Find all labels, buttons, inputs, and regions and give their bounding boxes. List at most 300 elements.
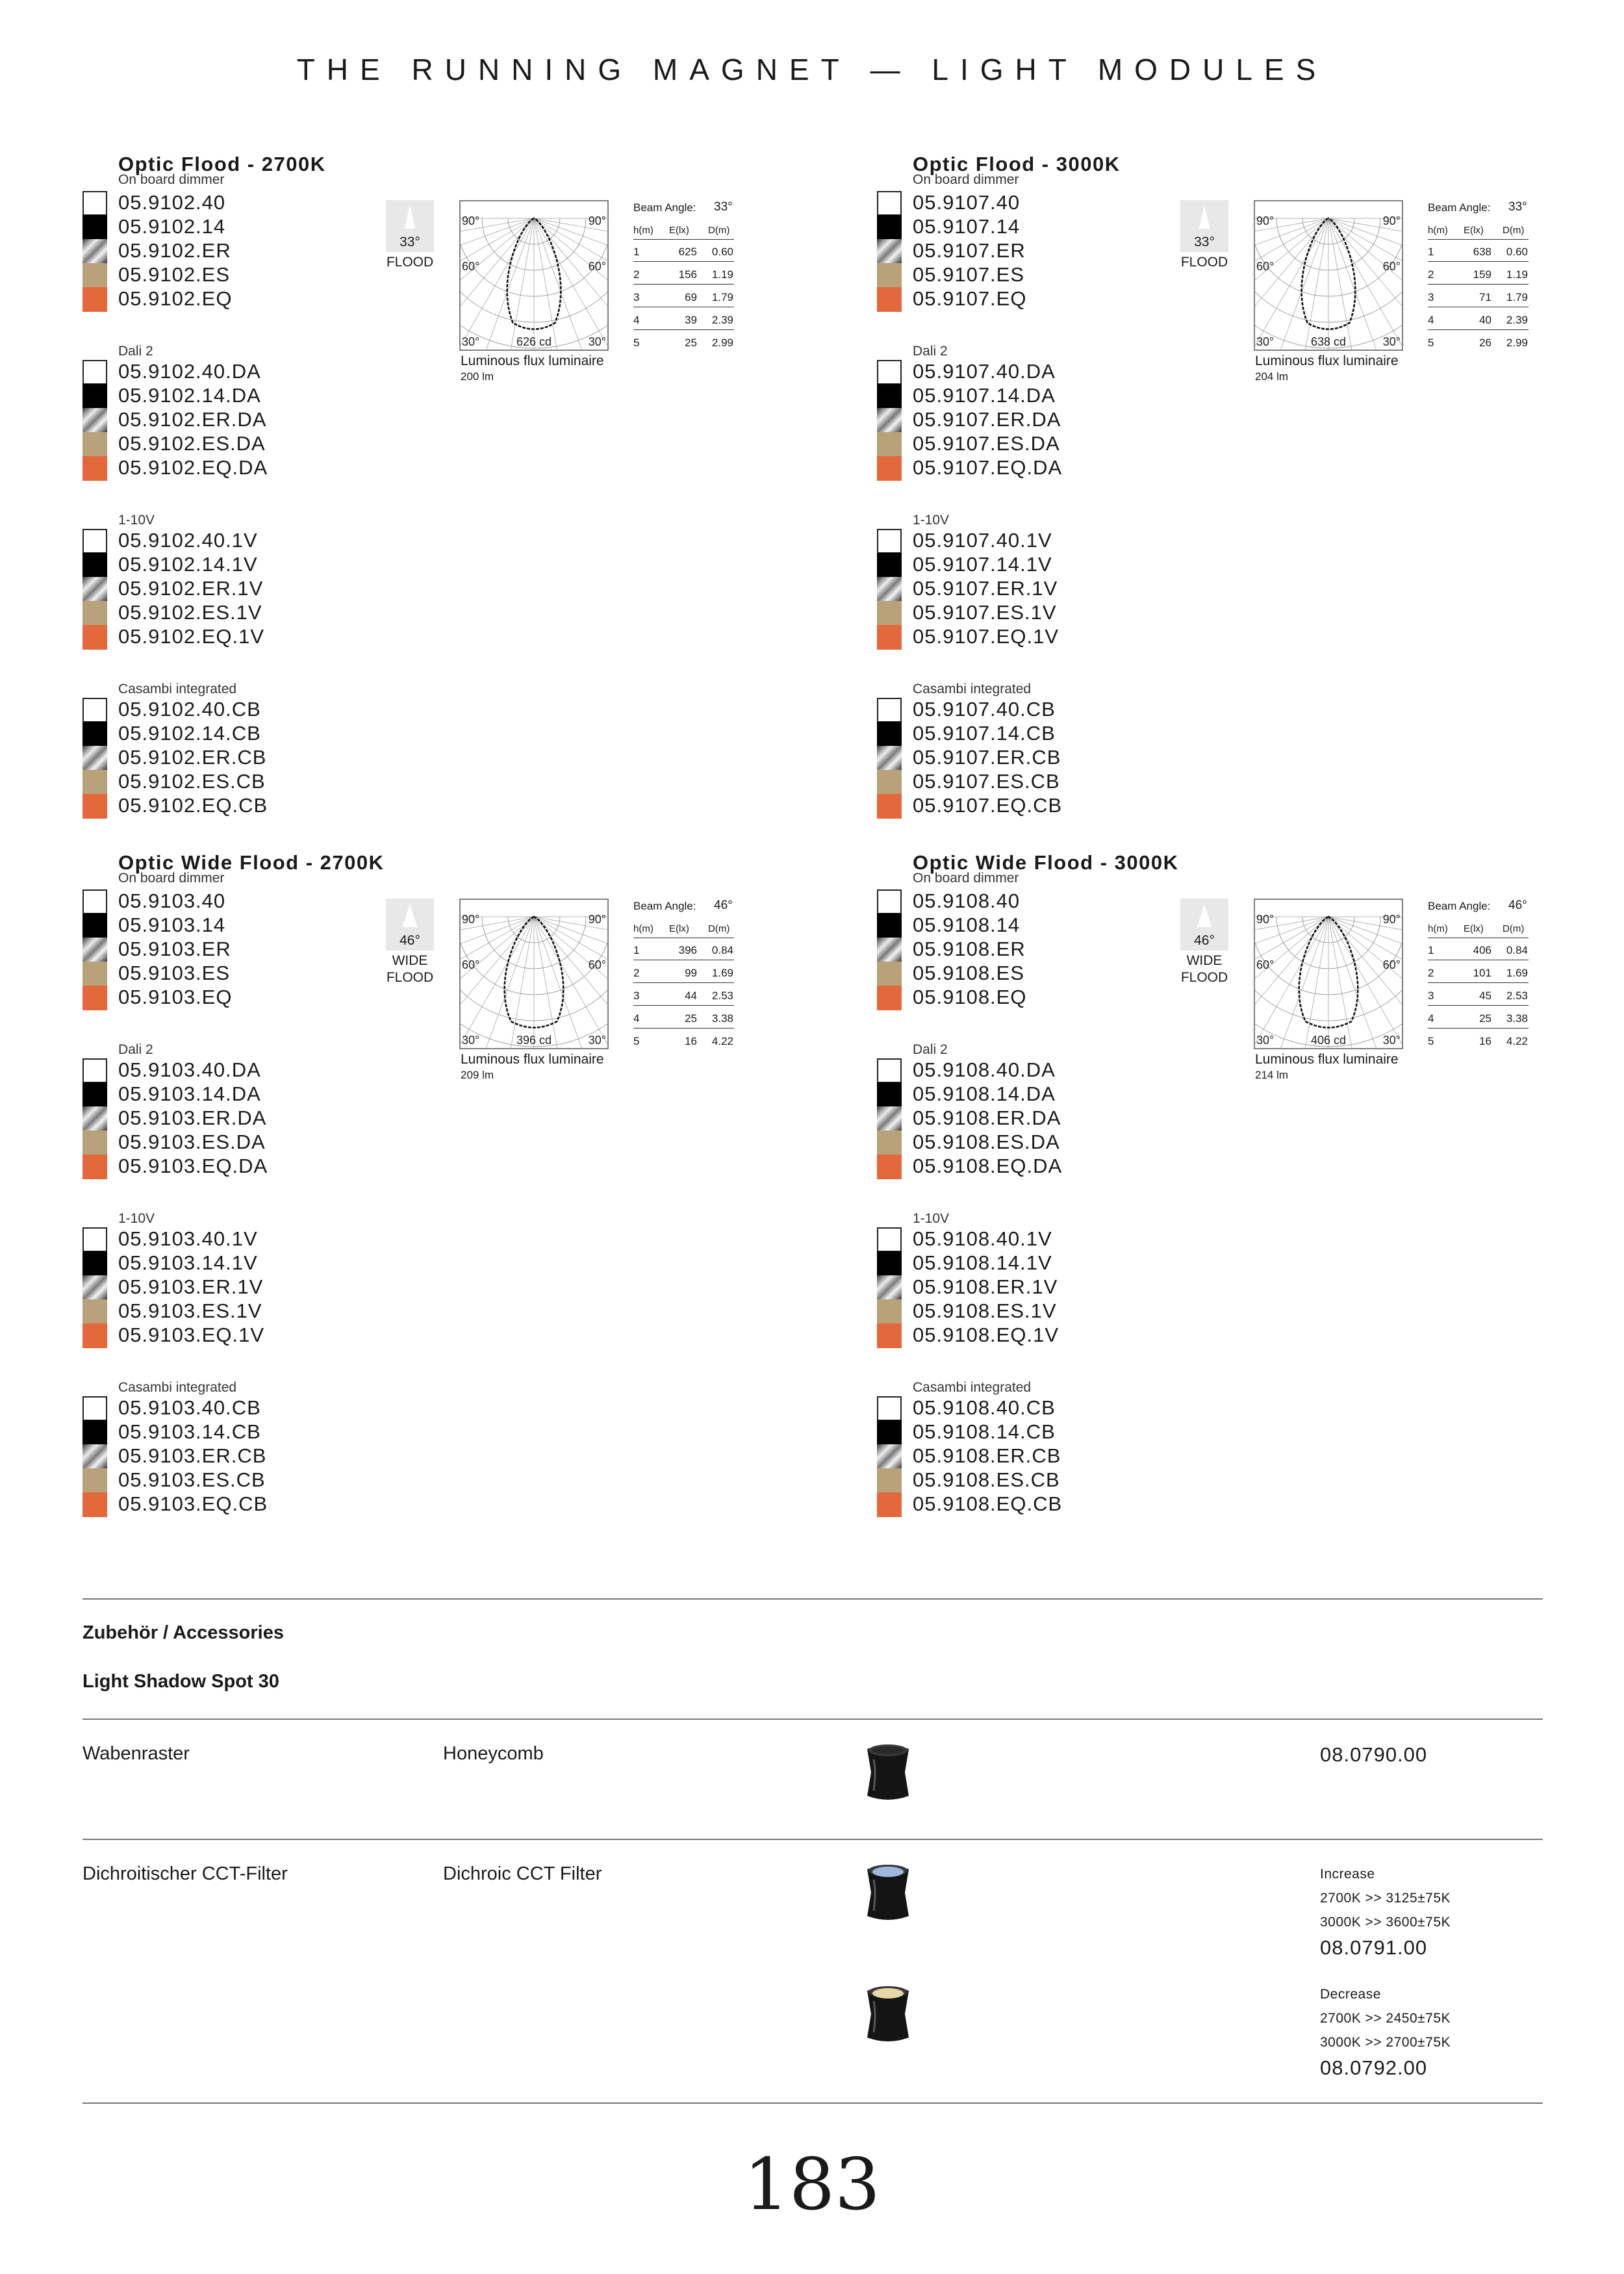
finish-swatch <box>877 722 902 747</box>
product-code: 05.9108.EQ.CB <box>913 1492 1063 1515</box>
product-code: 05.9102.40.DA <box>118 360 261 383</box>
product-code: 05.9107.ER.DA <box>913 408 1061 431</box>
dimming-group-label: On board dimmer <box>913 871 1019 886</box>
product-code: 05.9108.40.1V <box>913 1227 1052 1250</box>
product-code: 05.9103.EQ.DA <box>118 1155 268 1177</box>
finish-swatch <box>82 239 107 264</box>
product-code: 05.9108.EQ <box>913 986 1027 1008</box>
product-code: 05.9108.14.DA <box>913 1082 1056 1105</box>
finish-swatch <box>877 986 902 1010</box>
finish-swatch <box>82 215 107 240</box>
dimming-group-label: 1-10V <box>913 1211 950 1226</box>
product-code: 05.9102.ER.1V <box>118 577 264 600</box>
polar-angle-label: 90° <box>588 214 606 227</box>
table-cell: 1.69 <box>1506 967 1528 979</box>
finish-swatch <box>82 1058 107 1083</box>
finish-swatch <box>877 1420 902 1445</box>
max-intensity-label: 406 cd <box>1310 1034 1347 1047</box>
table-column-header: D(m) <box>1503 923 1525 934</box>
luminous-flux-value: 200 lm <box>461 370 494 383</box>
table-rule <box>1428 982 1529 983</box>
table-rule <box>633 1005 734 1006</box>
product-code: 05.9107.ER.1V <box>913 577 1058 600</box>
table-cell: 39 <box>685 314 697 326</box>
beam-angle-value: 46° <box>1508 899 1527 912</box>
table-cell: 25 <box>685 337 697 349</box>
finish-swatch <box>877 962 902 986</box>
finish-swatch <box>82 722 107 747</box>
finish-swatch <box>877 1058 902 1083</box>
product-code: 05.9108.ES.DA <box>913 1131 1060 1153</box>
accessory-code: 08.0792.00 <box>1320 2056 1428 2079</box>
table-cell: 1.79 <box>1506 291 1528 303</box>
table-cell: 0.84 <box>1506 944 1528 956</box>
product-code: 05.9107.40.1V <box>913 529 1052 552</box>
product-code: 05.9103.ES <box>118 962 231 984</box>
table-cell: 2.39 <box>711 314 733 326</box>
table-cell: 101 <box>1473 967 1491 979</box>
divider <box>82 1718 1543 1720</box>
table-cell: 4.22 <box>1506 1035 1528 1047</box>
table-cell: 4 <box>633 1012 640 1025</box>
finish-swatch <box>82 913 107 938</box>
product-code: 05.9103.14.1V <box>118 1251 258 1274</box>
finish-swatch <box>877 263 902 288</box>
table-cell: 1 <box>633 246 640 258</box>
table-column-header: h(m) <box>1428 923 1448 934</box>
table-cell: 3.38 <box>711 1012 733 1025</box>
polar-angle-label: 60° <box>1256 958 1275 971</box>
product-code: 05.9102.EQ.CB <box>118 794 268 817</box>
product-code: 05.9103.EQ.1V <box>118 1323 264 1346</box>
table-cell: 2 <box>1428 967 1434 979</box>
luminous-flux-value: 214 lm <box>1255 1069 1289 1081</box>
product-code: 05.9108.EQ.DA <box>913 1155 1063 1177</box>
table-cell: 3 <box>1428 291 1434 303</box>
finish-swatch <box>877 1251 902 1276</box>
section-title: Optic Wide Flood - 2700K <box>118 851 385 874</box>
finish-swatch <box>877 1444 902 1469</box>
finish-swatch <box>82 577 107 602</box>
table-cell: 45 <box>1479 990 1491 1002</box>
finish-swatch <box>877 432 902 457</box>
product-code: 05.9108.40 <box>913 889 1021 912</box>
divider <box>82 1598 1543 1600</box>
finish-swatch <box>82 360 107 385</box>
table-column-header: E(lx) <box>1464 225 1484 236</box>
table-cell: 5 <box>633 337 640 349</box>
product-code: 05.9103.ES.CB <box>118 1468 266 1491</box>
polar-angle-label: 90° <box>1382 214 1401 227</box>
polar-angle-label: 30° <box>1382 1034 1401 1047</box>
product-code: 05.9107.ES.DA <box>913 432 1060 455</box>
dimming-group-label: Casambi integrated <box>118 682 237 696</box>
product-code: 05.9103.ER.CB <box>118 1444 267 1467</box>
polar-angle-label: 30° <box>1256 335 1275 348</box>
table-cell: 2.99 <box>1506 337 1528 349</box>
product-code: 05.9108.14 <box>913 913 1021 936</box>
product-code: 05.9103.ES.DA <box>118 1131 266 1153</box>
product-code: 05.9108.ES.1V <box>913 1299 1057 1322</box>
product-code: 05.9102.14 <box>118 215 226 238</box>
polar-angle-label: 60° <box>1382 958 1401 971</box>
table-rule <box>1428 284 1529 285</box>
polar-angle-label: 30° <box>1256 1034 1275 1047</box>
finish-swatch <box>82 1227 107 1252</box>
table-cell: 99 <box>685 967 697 979</box>
finish-swatch <box>877 1106 902 1131</box>
table-cell: 1 <box>633 944 640 956</box>
polar-angle-label: 90° <box>462 214 480 227</box>
polar-angle-label: 30° <box>1382 335 1401 348</box>
dimming-group-label: 1-10V <box>913 513 950 528</box>
table-cell: 69 <box>685 291 697 303</box>
finish-swatch <box>877 1131 902 1155</box>
lens-holder-icon <box>862 1740 914 1805</box>
table-cell: 396 <box>678 944 697 956</box>
product-code: 05.9108.14.CB <box>913 1420 1056 1443</box>
page-number: 183 <box>744 2143 880 2226</box>
finish-swatch <box>877 1492 902 1517</box>
finish-swatch <box>877 601 902 626</box>
finish-swatch <box>877 456 902 481</box>
table-rule <box>1428 1005 1529 1006</box>
polar-diagram-svg <box>1254 200 1403 351</box>
polar-light-distribution-diagram <box>1254 899 1403 1053</box>
product-code: 05.9103.40.DA <box>118 1058 261 1081</box>
polar-angle-label: 30° <box>462 335 480 348</box>
finish-swatch <box>877 577 902 602</box>
accessory-code: 08.0791.00 <box>1320 1936 1428 1959</box>
divider <box>82 1839 1543 1840</box>
table-column-header: D(m) <box>708 225 730 236</box>
table-cell: 0.60 <box>711 246 733 258</box>
table-cell: 3.38 <box>1506 1012 1528 1025</box>
product-code: 05.9102.14.DA <box>118 384 261 407</box>
polar-angle-label: 90° <box>1382 913 1401 926</box>
beam-angle-value: 33° <box>400 235 420 249</box>
beam-angle-value: 46° <box>400 933 420 948</box>
table-cell: 5 <box>1428 337 1434 349</box>
finish-swatch <box>82 1155 107 1179</box>
filter-spec: 2700K >> 3125±75K <box>1320 1891 1451 1906</box>
finish-swatch <box>82 938 107 962</box>
table-column-header: E(lx) <box>669 225 689 236</box>
table-cell: 2.53 <box>711 990 733 1002</box>
product-code: 05.9107.40.CB <box>913 698 1056 721</box>
finish-swatch <box>877 1275 902 1300</box>
finish-swatch <box>82 1468 107 1493</box>
product-code: 05.9108.40.CB <box>913 1396 1056 1419</box>
product-code: 05.9108.EQ.1V <box>913 1323 1059 1346</box>
product-code: 05.9103.EQ.CB <box>118 1492 268 1515</box>
filter-direction: Decrease <box>1320 1987 1381 2002</box>
table-cell: 1.19 <box>1506 268 1528 281</box>
product-code: 05.9103.ER.1V <box>118 1275 264 1298</box>
product-code: 05.9107.ER.CB <box>913 746 1061 769</box>
finish-swatch <box>82 1299 107 1324</box>
table-column-header: D(m) <box>708 923 730 934</box>
section-title: Optic Flood - 2700K <box>118 153 326 175</box>
polar-angle-label: 90° <box>462 913 480 926</box>
table-cell: 40 <box>1479 314 1491 326</box>
product-code: 05.9107.14 <box>913 215 1021 238</box>
product-code: 05.9108.ER.DA <box>913 1106 1061 1129</box>
product-code: 05.9102.14.1V <box>118 553 258 576</box>
product-code: 05.9107.ES <box>913 263 1025 286</box>
product-code: 05.9107.14.1V <box>913 553 1052 576</box>
dimming-group-label: On board dimmer <box>118 871 225 886</box>
table-cell: 1.19 <box>711 268 733 281</box>
product-code: 05.9102.40 <box>118 191 226 214</box>
product-code: 05.9103.14.DA <box>118 1082 261 1105</box>
table-cell: 16 <box>685 1035 697 1047</box>
polar-angle-label: 60° <box>462 260 480 273</box>
dimming-group-label: On board dimmer <box>913 172 1019 187</box>
beam-angle-value: 33° <box>1194 235 1215 249</box>
finish-swatch <box>82 698 107 722</box>
finish-swatch <box>82 263 107 288</box>
table-cell: 1.69 <box>711 967 733 979</box>
table-rule <box>633 239 734 240</box>
max-intensity-label: 638 cd <box>1310 335 1347 348</box>
dimming-group-label: Casambi integrated <box>118 1380 237 1395</box>
finish-swatch <box>82 1323 107 1348</box>
filter-spec: 2700K >> 2450±75K <box>1320 2011 1451 2026</box>
table-cell: 1 <box>1428 246 1434 258</box>
dimming-group-label: Casambi integrated <box>913 682 1032 696</box>
table-cell: 0.84 <box>711 944 733 956</box>
table-rule <box>633 261 734 262</box>
finish-swatch <box>877 215 902 240</box>
table-rule <box>1428 329 1529 330</box>
finish-swatch <box>82 746 107 771</box>
polar-light-distribution-diagram <box>459 200 609 354</box>
beam-type-label: WIDE <box>1186 953 1223 968</box>
polar-angle-label: 90° <box>588 913 606 926</box>
finish-swatch <box>877 698 902 722</box>
product-code: 05.9103.14.CB <box>118 1420 261 1443</box>
accessory-name-en: Dichroic CCT Filter <box>443 1863 602 1884</box>
table-cell: 159 <box>1473 268 1491 281</box>
table-cell: 2.39 <box>1506 314 1528 326</box>
luminous-flux-value: 204 lm <box>1255 370 1289 383</box>
finish-swatch <box>877 625 902 650</box>
luminous-flux-label: Luminous flux luminaire <box>461 1052 604 1067</box>
polar-angle-label: 90° <box>1256 214 1275 227</box>
luminous-flux-value: 209 lm <box>461 1069 494 1081</box>
finish-swatch <box>82 986 107 1010</box>
table-rule <box>633 329 734 330</box>
finish-swatch <box>82 1275 107 1300</box>
dichroic-decrease-product-image <box>862 1982 914 2050</box>
table-cell: 2 <box>633 268 640 281</box>
section-title: Optic Wide Flood - 3000K <box>913 851 1179 874</box>
product-code: 05.9108.ER <box>913 938 1026 960</box>
dimming-group-label: Dali 2 <box>913 344 948 359</box>
product-code: 05.9102.40.1V <box>118 529 258 552</box>
accessory-name-en: Honeycomb <box>443 1743 544 1764</box>
finish-swatch <box>877 384 902 409</box>
beam-angle-value: 46° <box>1194 933 1215 948</box>
table-cell: 0.60 <box>1506 246 1528 258</box>
beam-angle-caption: Beam Angle: <box>633 900 696 912</box>
table-column-header: E(lx) <box>1464 923 1484 934</box>
finish-swatch <box>877 553 902 578</box>
product-code: 05.9102.14.CB <box>118 722 261 745</box>
product-code: 05.9107.EQ.DA <box>913 456 1063 479</box>
table-cell: 2.53 <box>1506 990 1528 1002</box>
table-rule <box>633 982 734 983</box>
table-column-header: D(m) <box>1503 225 1525 236</box>
polar-diagram-svg <box>459 200 609 351</box>
finish-swatch <box>877 938 902 962</box>
product-code: 05.9102.40.CB <box>118 698 261 721</box>
table-cell: 2.99 <box>711 337 733 349</box>
finish-swatch <box>877 1468 902 1493</box>
product-code: 05.9108.ER.CB <box>913 1444 1061 1467</box>
finish-swatch <box>82 287 107 312</box>
polar-diagram-svg <box>459 899 609 1049</box>
finish-swatch <box>82 794 107 819</box>
table-cell: 406 <box>1473 944 1491 956</box>
beam-angle-value: 46° <box>714 899 733 912</box>
finish-swatch <box>877 746 902 771</box>
polar-angle-label: 60° <box>1256 260 1275 273</box>
finish-swatch <box>82 1106 107 1131</box>
beam-angle-value: 33° <box>714 200 733 214</box>
finish-swatch <box>82 529 107 554</box>
finish-swatch <box>82 456 107 481</box>
polar-light-distribution-diagram <box>459 899 609 1053</box>
table-cell: 1 <box>1428 944 1434 956</box>
table-cell: 1.79 <box>711 291 733 303</box>
dimming-group-label: On board dimmer <box>118 172 225 187</box>
product-code: 05.9102.ER.CB <box>118 746 267 769</box>
accessories-heading: Zubehör / Accessories <box>82 1622 284 1643</box>
filter-spec: 3000K >> 3600±75K <box>1320 1915 1451 1930</box>
finish-swatch <box>82 770 107 795</box>
table-rule <box>1428 239 1529 240</box>
finish-swatch <box>82 962 107 986</box>
table-cell: 5 <box>1428 1035 1434 1047</box>
product-code: 05.9107.14.DA <box>913 384 1056 407</box>
finish-swatch <box>82 1131 107 1155</box>
product-code: 05.9103.EQ <box>118 986 233 1008</box>
table-cell: 4 <box>1428 314 1434 326</box>
finish-swatch <box>82 384 107 409</box>
table-cell: 3 <box>1428 990 1434 1002</box>
product-code: 05.9103.ER <box>118 938 231 960</box>
product-code: 05.9102.ES.1V <box>118 601 262 624</box>
product-code: 05.9102.ES.DA <box>118 432 266 455</box>
product-code: 05.9102.EQ.1V <box>118 625 264 648</box>
table-rule <box>1428 261 1529 262</box>
table-cell: 3 <box>633 990 640 1002</box>
polar-angle-label: 60° <box>588 260 606 273</box>
product-code: 05.9103.ER.DA <box>118 1106 267 1129</box>
finish-swatch <box>877 794 902 819</box>
product-code: 05.9102.ES.CB <box>118 770 266 793</box>
page-title: THE RUNNING MAGNET — LIGHT MODULES <box>296 53 1328 86</box>
finish-swatch <box>82 1251 107 1276</box>
product-code: 05.9108.ES <box>913 962 1025 984</box>
product-code: 05.9108.ER.1V <box>913 1275 1058 1298</box>
accessory-code: 08.0790.00 <box>1320 1743 1428 1766</box>
dimming-group-label: Dali 2 <box>118 1042 153 1057</box>
table-rule <box>633 284 734 285</box>
polar-angle-label: 90° <box>1256 913 1275 926</box>
finish-swatch <box>877 408 902 433</box>
honeycomb-product-image <box>862 1740 914 1808</box>
beam-type-label: FLOOD <box>1180 970 1228 985</box>
finish-swatch <box>877 191 902 216</box>
product-code: 05.9103.40 <box>118 889 226 912</box>
finish-swatch <box>877 239 902 264</box>
product-code: 05.9108.ES.CB <box>913 1468 1060 1491</box>
finish-swatch <box>877 1299 902 1324</box>
finish-swatch <box>82 1396 107 1421</box>
dimming-group-label: Dali 2 <box>913 1042 948 1057</box>
finish-swatch <box>82 553 107 578</box>
product-code: 05.9107.ER <box>913 239 1026 262</box>
finish-swatch <box>82 1420 107 1445</box>
finish-swatch <box>82 601 107 626</box>
dichroic-increase-product-image <box>862 1860 914 1928</box>
table-cell: 25 <box>1479 1012 1491 1025</box>
finish-swatch <box>82 408 107 433</box>
finish-swatch <box>877 1227 902 1252</box>
beam-angle-caption: Beam Angle: <box>1428 900 1491 912</box>
product-code: 05.9107.EQ <box>913 287 1027 310</box>
product-code: 05.9107.40 <box>913 191 1021 214</box>
finish-swatch <box>82 191 107 216</box>
filter-spec: 3000K >> 2700±75K <box>1320 2035 1451 2050</box>
beam-type-label: FLOOD <box>1180 255 1228 270</box>
table-cell: 25 <box>685 1012 697 1025</box>
table-column-header: h(m) <box>633 225 653 236</box>
max-intensity-label: 396 cd <box>516 1034 552 1047</box>
table-cell: 4 <box>1428 1012 1434 1025</box>
polar-angle-label: 60° <box>588 958 606 971</box>
product-code: 05.9103.14 <box>118 913 226 936</box>
finish-swatch <box>877 1082 902 1107</box>
product-code: 05.9103.ES.1V <box>118 1299 262 1322</box>
beam-angle-caption: Beam Angle: <box>633 201 696 214</box>
finish-swatch <box>877 1396 902 1421</box>
table-cell: 625 <box>678 246 697 258</box>
table-cell: 4 <box>633 314 640 326</box>
product-code: 05.9102.EQ.DA <box>118 456 268 479</box>
finish-swatch <box>82 432 107 457</box>
product-code: 05.9107.EQ.CB <box>913 794 1063 817</box>
finish-swatch <box>82 889 107 914</box>
product-code: 05.9108.14.1V <box>913 1251 1052 1274</box>
luminous-flux-label: Luminous flux luminaire <box>1255 1052 1399 1067</box>
beam-type-label: FLOOD <box>386 970 434 985</box>
product-code: 05.9107.40.DA <box>913 360 1056 383</box>
beam-type-label: FLOOD <box>386 255 434 270</box>
finish-swatch <box>82 1492 107 1517</box>
finish-swatch <box>82 1082 107 1107</box>
product-code: 05.9103.40.CB <box>118 1396 261 1419</box>
table-cell: 71 <box>1479 291 1491 303</box>
table-column-header: h(m) <box>1428 225 1448 236</box>
product-code: 05.9102.EQ <box>118 287 233 310</box>
divider <box>82 2102 1543 2104</box>
dimming-group-label: 1-10V <box>118 513 155 528</box>
finish-swatch <box>82 1444 107 1469</box>
